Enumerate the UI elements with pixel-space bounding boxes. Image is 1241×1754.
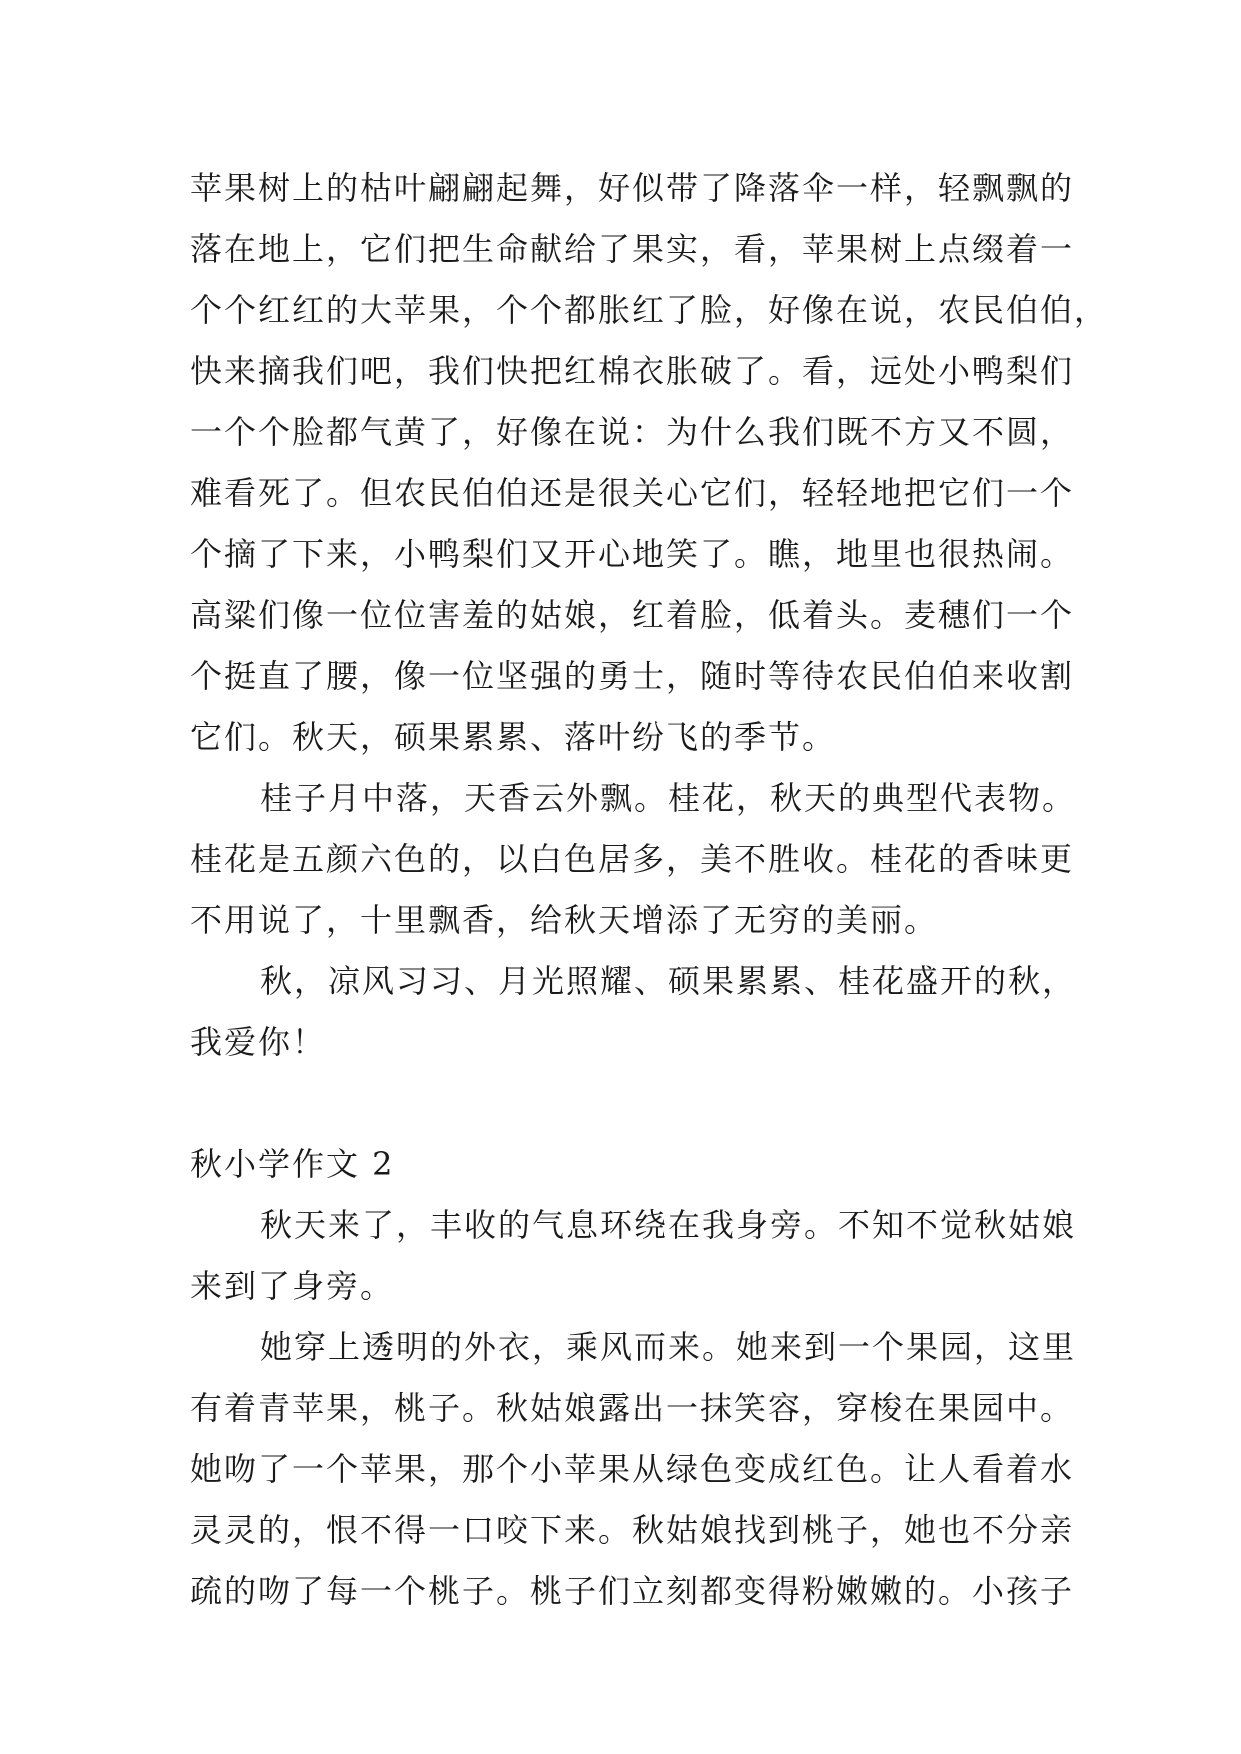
text-line: 高粱们像一位位害羞的姑娘，红着脸，低着头。麦穗们一个 [190,596,1075,634]
paragraph [190,1195,1077,1317]
text-line: 来到了身旁。 [190,1267,395,1305]
text-line: 秋天来了，丰收的气息环绕在我身旁。不知不觉秋姑娘 [260,1206,1077,1244]
text-line: 快来摘我们吧，我们快把红棉衣胀破了。看，远处小鸭梨们 [190,352,1075,390]
text-line: 一个个脸都气黄了，好像在说：为什么我们既不方又不圆， [190,413,1075,451]
text-line: 灵灵的，恨不得一口咬下来。秋姑娘找到桃子，她也不分亲 [190,1511,1075,1549]
paragraph [190,768,1077,951]
text-line: 个个红红的大苹果，个个都胀红了脸，好像在说，农民伯伯， [190,291,1109,329]
paragraph [190,1317,1077,1622]
text-line: 秋，凉风习习、月光照耀、硕果累累、桂花盛开的秋， [260,962,1077,1000]
text-line: 桂子月中落，天香云外飘。桂花，秋天的典型代表物。 [260,779,1077,817]
text-line: 她穿上透明的外衣，乘风而来。她来到一个果园，这里 [260,1328,1077,1366]
paragraph [190,158,1109,768]
text-line: 个摘了下来，小鸭梨们又开心地笑了。瞧，地里也很热闹。 [190,535,1075,573]
text-line: 桂花是五颜六色的，以白色居多，美不胜收。桂花的香味更 [190,840,1075,878]
text-line: 它们。秋天，硕果累累、落叶纷飞的季节。 [190,718,837,756]
text-line: 不用说了，十里飘香，给秋天增添了无穷的美丽。 [190,901,939,939]
essay-title: 秋小学作文 2 [190,1145,395,1183]
text-line: 难看死了。但农民伯伯还是很关心它们，轻轻地把它们一个 [190,474,1075,512]
text-line: 苹果树上的枯叶翩翩起舞，好似带了降落伞一样，轻飘飘的 [190,169,1075,207]
text-line: 落在地上，它们把生命献给了果实，看，苹果树上点缀着一 [190,230,1075,268]
text-line: 疏的吻了每一个桃子。桃子们立刻都变得粉嫩嫩的。小孩子 [190,1572,1075,1610]
text-line: 有着青苹果，桃子。秋姑娘露出一抹笑容，穿梭在果园中。 [190,1389,1075,1427]
text-line: 个挺直了腰，像一位坚强的勇士，随时等待农民伯伯来收割 [190,657,1075,695]
paragraph [190,951,1077,1073]
text-line: 她吻了一个苹果，那个小苹果从绿色变成红色。让人看着水 [190,1450,1075,1488]
spacer [190,1073,1070,1134]
document-body [190,158,1109,1622]
text-line: 我爱你！ [190,1023,327,1061]
